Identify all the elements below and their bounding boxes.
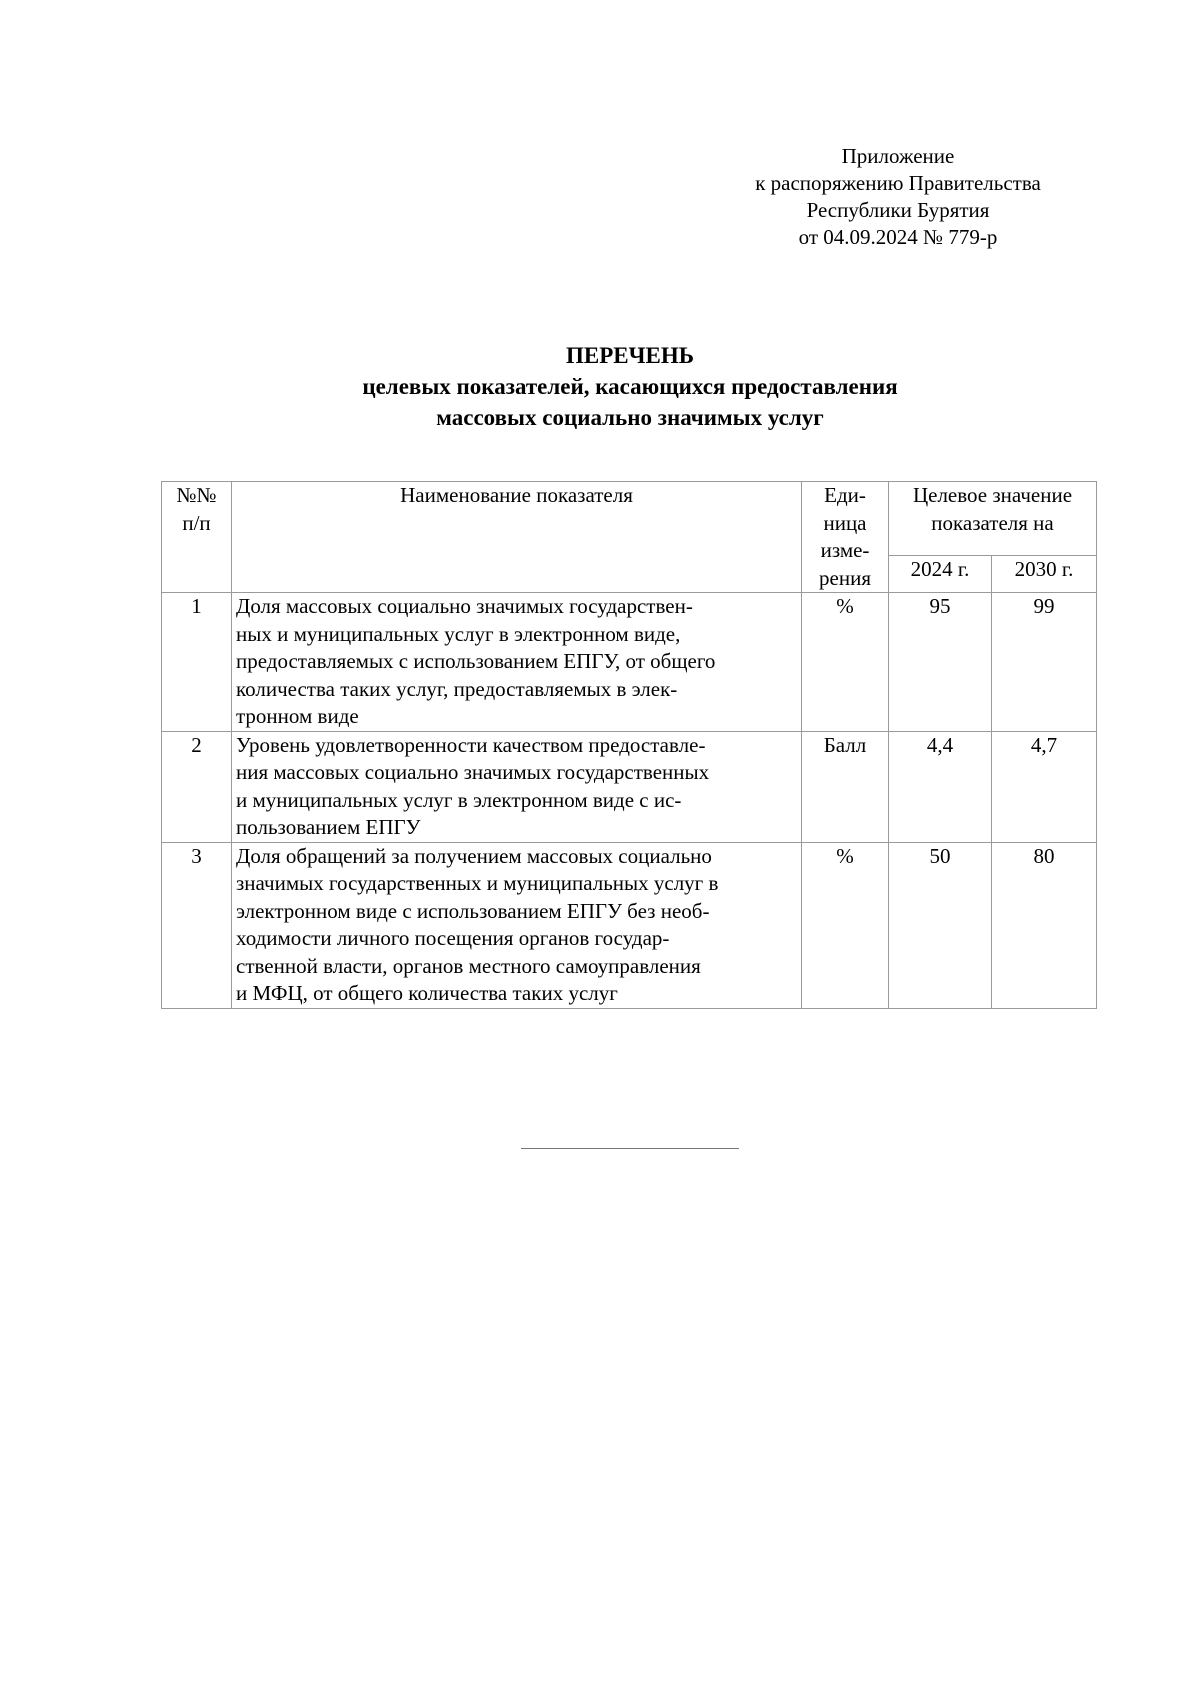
title-line: целевых показателей, касающихся предоставления xyxy=(362,374,898,399)
header-year-2024: 2024 г. xyxy=(889,555,992,592)
value-2024: 95 xyxy=(889,593,992,732)
indicator-name xyxy=(232,731,802,842)
table-row xyxy=(162,731,1097,842)
value-2024: 4,4 xyxy=(889,731,992,842)
header-indicator-name: Наименование показателя xyxy=(232,482,802,593)
unit-cell: % xyxy=(802,593,889,732)
indicator-name-line: и МФЦ, от общего количества таких услуг xyxy=(236,981,618,1005)
table-row xyxy=(162,842,1097,1008)
indicator-name xyxy=(232,842,802,1008)
title-line: массовых социально значимых услуг xyxy=(436,405,824,430)
value-2024: 50 xyxy=(889,842,992,1008)
indicators-table xyxy=(161,481,1097,1009)
appendix-line: Приложение xyxy=(841,144,955,168)
indicator-name-line: и муниципальных услуг в электронном виде с ис- xyxy=(236,787,682,812)
value-2030: 80 xyxy=(992,842,1097,1008)
indicator-name-line: ния массовых социально значимых государственных xyxy=(236,760,710,784)
indicator-name-line: ственной власти, органов местного самоуправления xyxy=(236,953,701,978)
header-text: №№ xyxy=(176,483,217,507)
indicator-name-line: тронном виде xyxy=(236,704,359,728)
header-text: показателя на xyxy=(931,510,1054,535)
title-line: ПЕРЕЧЕНЬ xyxy=(566,343,694,368)
header-text: Целевое значение xyxy=(912,483,1073,507)
header-text: рения xyxy=(819,565,871,590)
indicator-name-line: значимых государственных и муниципальных услуг в xyxy=(236,871,719,895)
indicator-name xyxy=(232,593,802,732)
header-number xyxy=(162,482,232,593)
header-text: ница xyxy=(823,510,867,535)
header-text: п/п xyxy=(182,510,211,535)
appendix-line: от 04.09.2024 № 779-р xyxy=(798,225,998,249)
header-unit xyxy=(802,482,889,593)
indicator-name-line: количества таких услуг, предоставляемых в элек- xyxy=(236,676,678,701)
unit-cell: % xyxy=(802,842,889,1008)
indicator-name-line: пользованием ЕПГУ xyxy=(236,815,421,839)
row-number: 3 xyxy=(162,842,232,1008)
indicator-name-line: Уровень удовлетворенности качеством предоставле- xyxy=(236,732,706,757)
unit-cell: Балл xyxy=(802,731,889,842)
value-2030: 99 xyxy=(992,593,1097,732)
header-target-value xyxy=(889,482,1097,556)
indicator-name-line: Доля массовых социально значимых государствен- xyxy=(236,594,693,618)
indicator-name-line: Доля обращений за получением массовых социально xyxy=(236,843,712,868)
indicator-name-line: предоставляемых с использованием ЕПГУ, от общего xyxy=(236,649,716,673)
appendix-line: к распоряжению Правительства xyxy=(755,171,1041,195)
indicator-name-line: электронном виде с использованием ЕПГУ без необ- xyxy=(236,898,710,923)
indicator-name-line: ных и муниципальных услуг в электронном виде, xyxy=(236,621,681,646)
table-row xyxy=(162,593,1097,732)
row-number: 2 xyxy=(162,731,232,842)
value-2030: 4,7 xyxy=(992,731,1097,842)
document-title xyxy=(160,340,1100,433)
header-year-2030: 2030 г. xyxy=(992,555,1097,592)
indicator-name-line: ходимости личного посещения органов государ- xyxy=(236,926,670,950)
end-divider-line xyxy=(521,1148,739,1149)
row-number: 1 xyxy=(162,593,232,732)
header-text: Еди- xyxy=(824,483,866,507)
appendix-line: Республики Бурятия xyxy=(806,198,990,222)
header-text: изме- xyxy=(820,538,870,562)
appendix-block xyxy=(718,143,1078,251)
table-header-row xyxy=(162,482,1097,556)
